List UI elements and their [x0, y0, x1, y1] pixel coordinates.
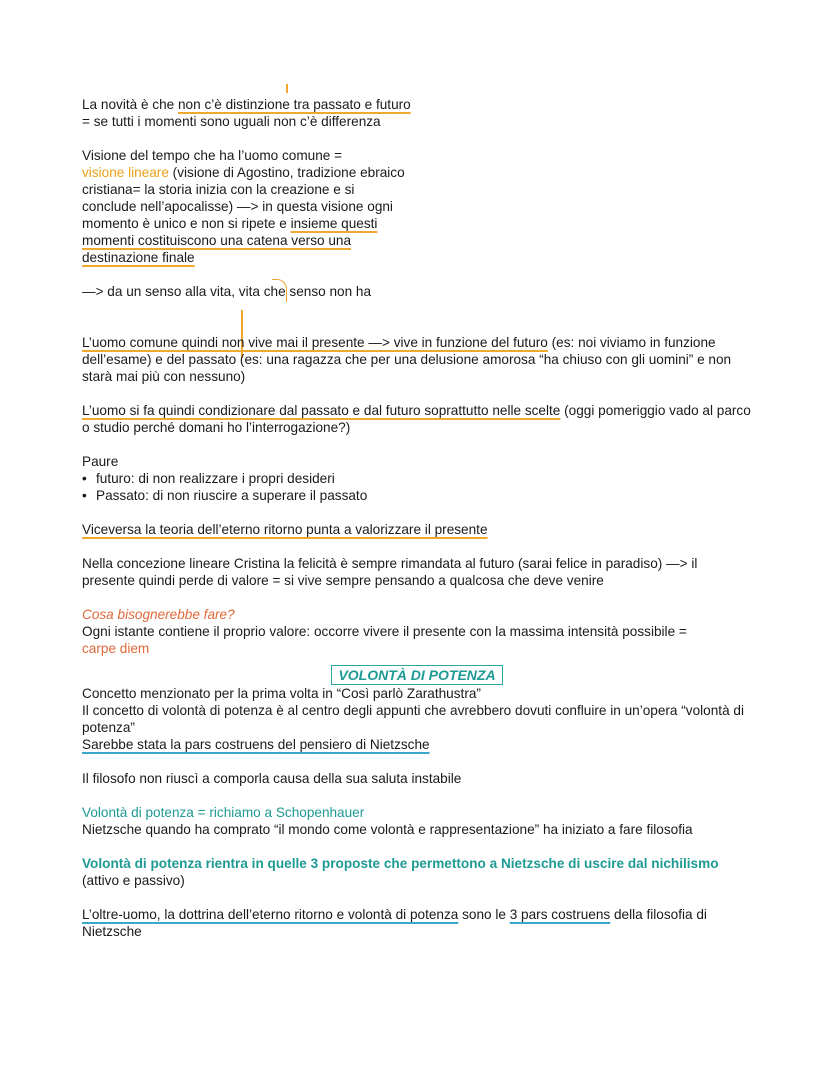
- connector-line-top: [286, 84, 288, 93]
- notes-page: [82, 96, 752, 940]
- text: (oggi pomeriggio vado al parco o studio perché domani ho l’interrogazione?): [82, 403, 751, 435]
- text: (visione di Agostino, tradizione ebraico cristiana= la storia inizia con la creazione e si conclude nell’apocalisse) —> in questa visione ogni momento è unico e non si ripete e: [82, 165, 405, 231]
- paragraph-salute: Il filosofo non riuscì a comporla causa della sua saluta instabile: [82, 771, 462, 786]
- highlight-text: visione lineare: [82, 165, 169, 180]
- text: Ogni istante contiene il proprio valore: occorre vivere il presente con la massima intensità possibile =: [82, 624, 687, 639]
- text: = se tutti i momenti sono uguali non c’è differenza: [82, 114, 381, 129]
- text: La novità è che: [82, 97, 178, 112]
- highlight-text: 3 pars costruens: [509, 907, 611, 922]
- paragraph-visione: [82, 147, 407, 266]
- highlight-text: L’uomo si fa quindi condizionare dal passato e dal futuro soprattutto nelle scelte: [82, 403, 561, 418]
- highlight-text: carpe diem: [82, 641, 150, 656]
- text: della filosofia di Nietzsche: [82, 907, 707, 939]
- paragraph-uomo-comune: [82, 334, 752, 385]
- text: (es: noi viviamo in funzione dell’esame) e del passato (es: una ragazza che per una delusione amorosa “ha chiuso con gli uomini” e non starà mai più con nessuno): [82, 335, 732, 384]
- list-item: • futuro: di non realizzare i propri desideri: [82, 470, 752, 487]
- paragraph-novita: [82, 96, 412, 130]
- paragraph-zarathustra: Concetto menzionato per la prima volta in “Così parlò Zarathustra”: [82, 686, 481, 701]
- text: (attivo e passivo): [82, 873, 185, 888]
- highlight-text: insieme questi momenti costituiscono una catena verso una destinazione finale: [82, 216, 378, 265]
- paure-list: [82, 470, 752, 504]
- paragraph-concezione: Nella concezione lineare Cristina la felicità è sempre rimandata al futuro (sarai felice in paradiso) —> il presente quindi perde di valore = si vive sempre pensando a qualcosa che deve venire: [82, 556, 698, 588]
- paragraph-pars-costruens: [82, 736, 752, 753]
- paragraph-nichilismo: [82, 855, 752, 889]
- section-title: VOLONTÀ DI POTENZA: [331, 665, 502, 685]
- highlight-text: non c’è distinzione tra passato e futuro: [177, 97, 411, 112]
- highlight-text: Sarebbe stata la pars costruens del pensiero di Nietzsche: [82, 737, 430, 752]
- highlight-text: L’uomo comune quindi non vive mai il presente —> vive in funzione del futuro: [82, 335, 548, 350]
- paragraph-viceversa: [82, 521, 752, 538]
- paragraph-condizionare: [82, 402, 752, 436]
- highlight-text: Viceversa la teoria dell’eterno ritorno punta a valorizzare il presente: [82, 522, 488, 537]
- paragraph-appunti: Il concetto di volontà di potenza è al centro degli appunti che avrebbero dovuti confluire in un’opera “volontà di potenza”: [82, 703, 744, 735]
- paragraph-istante: [82, 623, 752, 657]
- paragraph-oltre-uomo: [82, 906, 752, 940]
- paragraph-senso: —> da un senso alla vita, vita che senso non ha: [82, 284, 372, 299]
- paragraph-schopenhauer: Volontà di potenza = richiamo a Schopenhauer: [82, 805, 365, 820]
- highlight-text: L’oltre-uomo, la dottrina dell’eterno ritorno e volontà di potenza: [82, 907, 459, 922]
- text: sono le: [458, 907, 510, 922]
- highlight-text: Volontà di potenza rientra in quelle 3 proposte che permettono a Nietzsche di uscire dal nichilismo: [82, 856, 719, 871]
- paure-title: Paure: [82, 454, 119, 469]
- text: Visione del tempo che ha l’uomo comune =: [82, 148, 343, 163]
- paragraph-mondo: Nietzsche quando ha comprato “il mondo come volontà e rappresentazione” ha iniziato a fare filosofia: [82, 822, 693, 837]
- section-title-wrap: [82, 665, 752, 685]
- question-heading: Cosa bisognerebbe fare?: [82, 607, 235, 622]
- list-item: • Passato: di non riuscire a superare il passato: [82, 487, 752, 504]
